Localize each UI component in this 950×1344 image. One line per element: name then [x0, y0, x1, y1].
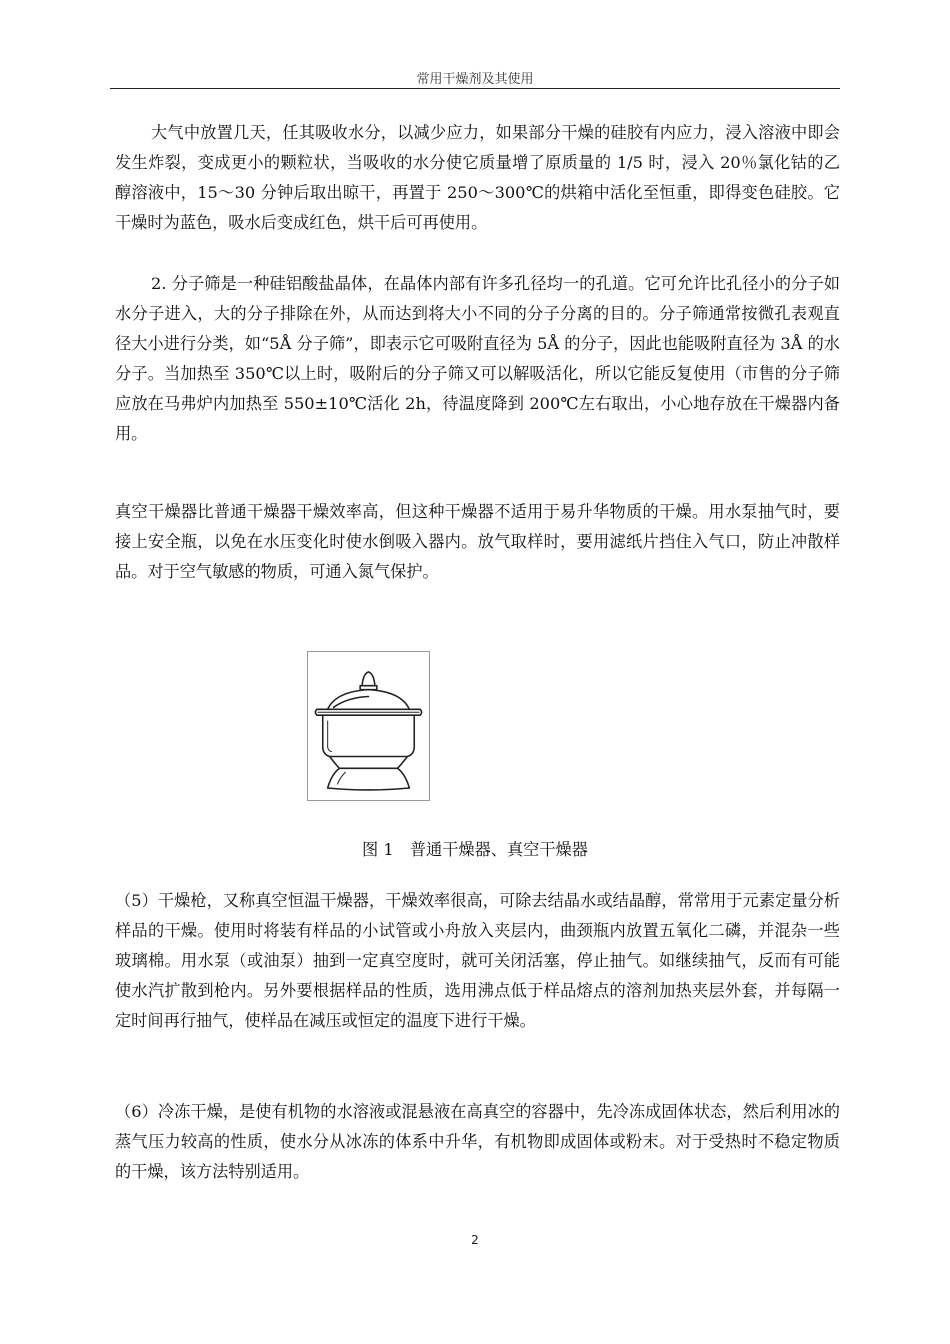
header-rule — [110, 88, 840, 89]
paragraph-drying-gun: （5）干燥枪，又称真空恒温干燥器，干燥效率很高，可除去结晶水或结晶醇，常常用于元素定量分析样品的干燥。使用时将装有样品的小试管或小舟放入夹层内，曲颈瓶内放置五氧化二磷，并混杂一些玻璃棉。用水泵（或油泵）抽到一定真空度时，就可关闭活塞，停止抽气。如继续抽气，反而有可能使水汽扩散到枪内。另外要根据样品的性质，选用沸点低于样品熔点的溶剂加热夹层外套，并每隔一定时间再行抽气，使样品在减压或恒定的温度下进行干燥。 — [115, 891, 840, 1030]
paragraph-vacuum-desiccator: 真空干燥器比普通干燥器干燥效率高，但这种干燥器不适用于易升华物质的干燥。用水泵抽气时，要接上安全瓶，以免在水压变化时使水倒吸入器内。放气取样时，要用滤纸片挡住入气口，防止冲散样品。对于空气敏感的物质，可通入氮气保护。 — [115, 502, 840, 581]
paragraph-freeze-drying: （6）冷冻干燥，是使有机物的水溶液或混悬液在高真空的容器中，先冷冻成固体状态，然后利用冰的蒸气压力较高的性质，使水分从冰冻的体系中升华，有机物即成固体或粉末。对于受热时不稳定物质的干燥，该方法特别适用。 — [115, 1102, 840, 1181]
desiccator-icon — [308, 652, 429, 800]
header-title: 常用干燥剂及其使用 — [416, 72, 534, 87]
paragraph-silica-gel: 大气中放置几天，任其吸收水分，以减少应力，如果部分干燥的硅胶有内应力，浸入溶液中即会发生炸裂，变成更小的颗粒状，当吸收的水分使它质量增了原质量的 1/5 时，浸入 20％氯化钴的乙醇溶液中，15～30 分钟后取出晾干，再置于 250～300℃的烘箱中活化至恒重，即得变色硅胶。它干燥时为蓝色，吸水后变成红色，烘干后可再使用。 — [115, 123, 840, 232]
paragraph-molecular-sieve: 2. 分子筛是一种硅铝酸盐晶体，在晶体内部有许多孔径均一的孔道。它可允许比孔径小的分子如水分子进入，大的分子排除在外，从而达到将大小不同的分子分离的目的。分子筛通常按微孔表观直径大小进行分类，如“5Å 分子筛”，即表示它可吸附直径为 5Å 的分子，因此也能吸附直径为 3Å 的水分子。当加热至 350℃以上时，吸附后的分子筛又可以解吸活化，所以它能反复使用（市售的分子筛应放在马弗炉内加热至 550±10℃活化 2h，待温度降到 200℃左右取出，小心地存放在干燥器内备用。 — [115, 274, 840, 443]
figure-desiccator — [307, 651, 430, 801]
figure-caption: 图 1 普通干燥器、真空干燥器 — [362, 840, 588, 859]
page-number: 2 — [471, 1233, 479, 1247]
